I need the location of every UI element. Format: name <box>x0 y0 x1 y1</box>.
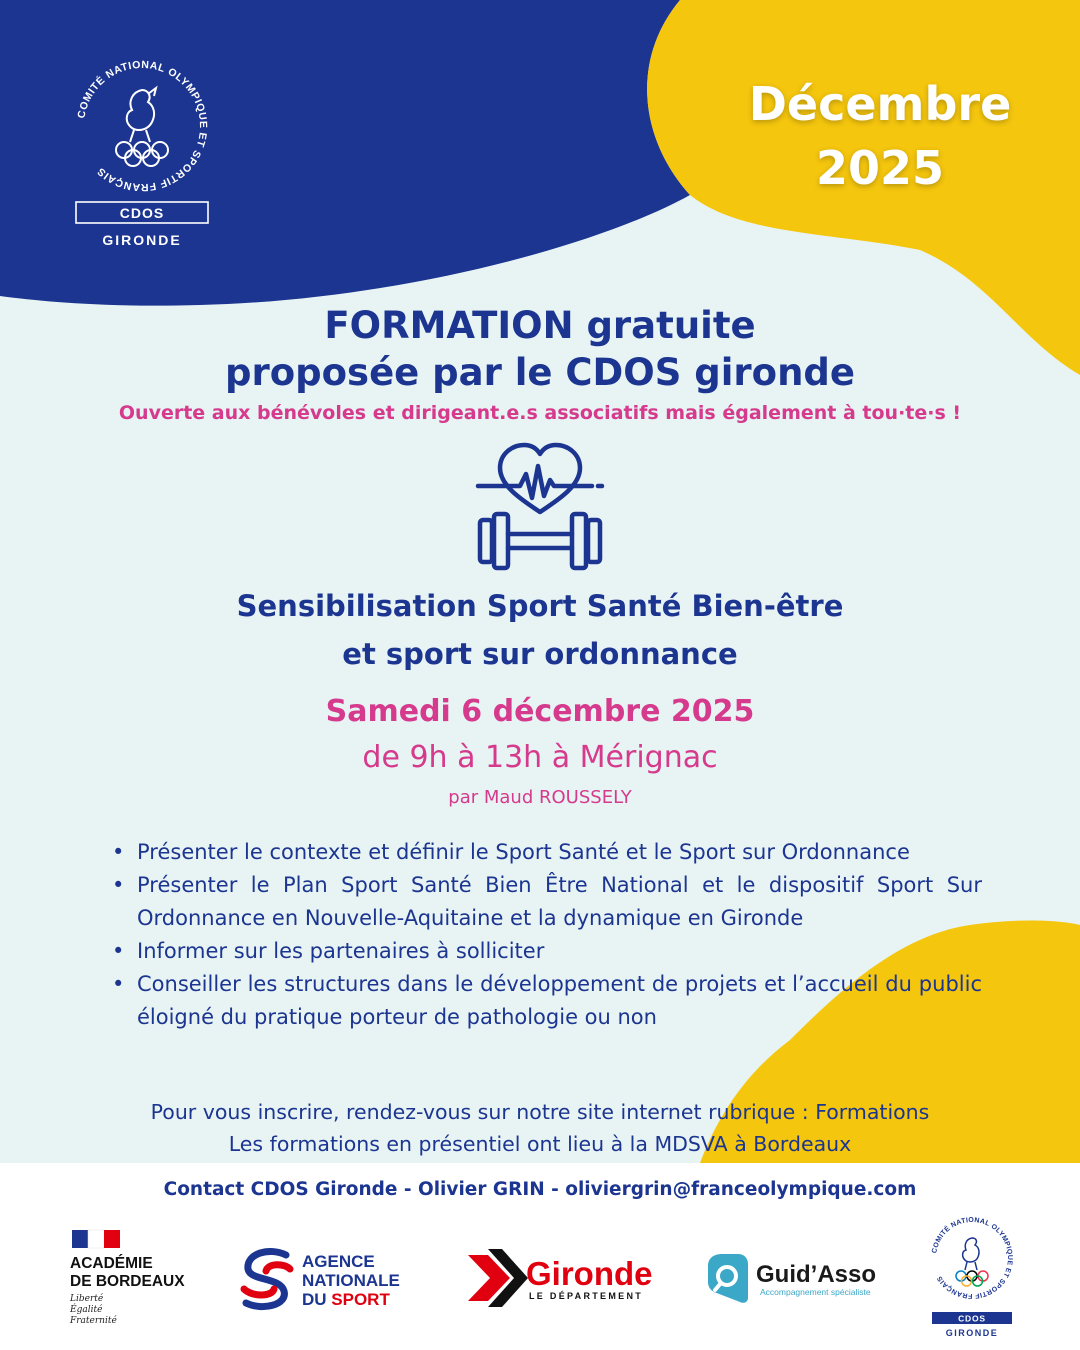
training-topic <box>0 582 1080 678</box>
title-line-1: FORMATION gratuite <box>324 304 756 347</box>
register-line-2: Les formations en présentiel ont lieu à la MDSVA à Bordeaux <box>228 1132 852 1156</box>
footer-logo-region: GIRONDE <box>945 1328 999 1338</box>
list-item: • Présenter le contexte et définir le Sport Santé et le Sport sur Ordonnance <box>108 836 982 869</box>
logo-box-label: CDOS <box>119 205 165 221</box>
gironde-departement-logo <box>466 1245 676 1311</box>
page-title <box>0 302 1080 396</box>
magnifier-icon <box>708 1254 748 1303</box>
guidasso-subtitle: Accompagnement spécialiste <box>760 1287 871 1297</box>
guidasso-name: Guid’Asso <box>756 1261 877 1288</box>
audience-text: Ouverte aux bénévoles et dirigeant.e.s associatifs mais également à tou·te·s ! <box>118 402 962 424</box>
academie-bordeaux-logo <box>60 1222 210 1334</box>
heart-dumbbell-icon <box>470 440 610 572</box>
training-date: Samedi 6 décembre 2025 <box>325 694 755 729</box>
ans-line-2: NATIONALE <box>302 1271 400 1290</box>
gironde-name: Gironde <box>526 1255 653 1292</box>
training-time-place: de 9h à 13h à Mérignac <box>362 740 718 775</box>
rooster-icon <box>127 88 156 142</box>
academie-motto-2: Égalité <box>70 1305 103 1315</box>
contact-line: Contact CDOS Gironde - Olivier GRIN - oliviergrin@franceolympique.com <box>163 1179 917 1200</box>
logo-region: GIRONDE <box>102 232 182 248</box>
list-item: • Informer sur les partenaires à solliciter <box>108 935 982 968</box>
year-label: 2025 <box>815 141 945 195</box>
gironde-arrow-icon <box>468 1249 528 1307</box>
title-line-2: proposée par le CDOS gironde <box>225 351 855 394</box>
logo-ring-text: COMITÉ NATIONAL OLYMPIQUE ET SPORTIF FRANÇAIS <box>75 58 210 194</box>
academie-line-1: ACADÉMIE <box>70 1255 153 1272</box>
training-speaker: par Maud ROUSSELY <box>448 787 632 808</box>
footer-logo-ring-text: COMITÉ NATIONAL OLYMPIQUE ET SPORTIF FRANÇAIS <box>931 1216 1014 1300</box>
month-label: Décembre <box>748 77 1012 131</box>
cdos-gironde-footer-logo <box>926 1212 1018 1340</box>
topic-line-2: et sport sur ordonnance <box>342 637 738 671</box>
olympic-rings-icon <box>956 1271 988 1286</box>
svg-text:COMITÉ NATIONAL OLYMPIQUE ET S <box>75 59 209 193</box>
objectives-list <box>108 836 982 1034</box>
guidasso-logo <box>700 1250 885 1310</box>
agence-nationale-sport-logo <box>240 1245 425 1315</box>
date-badge <box>720 72 1040 200</box>
registration-info <box>0 1096 1080 1160</box>
list-item: • Conseiller les structures dans le développement de projets et l’accueil du public éloigné du pratique porteur de pathologie ou non <box>108 968 982 1034</box>
olympic-rings-icon <box>116 142 168 166</box>
ans-line-3-prefix: DU <box>302 1290 332 1309</box>
cdos-gironde-logo <box>68 50 216 250</box>
ans-line-1: AGENCE <box>302 1252 375 1271</box>
gironde-subtitle: LE DÉPARTEMENT <box>529 1291 644 1301</box>
register-line-1: Pour vous inscrire, rendez-vous sur notre site internet rubrique : Formations <box>150 1100 930 1124</box>
topic-line-1: Sensibilisation Sport Santé Bien-être <box>236 589 844 623</box>
footer-logo-box-label: CDOS <box>958 1313 986 1324</box>
list-item: • Présenter le Plan Sport Santé Bien Être National et le dispositif Sport Sur Ordonnance en Nouvelle-Aquitaine et la dynamique en Gironde <box>108 869 982 935</box>
svg-text:COMITÉ NATIONAL OLYMPIQUE ET S <box>931 1217 1013 1299</box>
ans-s-icon <box>244 1251 290 1306</box>
ans-line-3-suffix: SPORT <box>331 1290 390 1309</box>
rooster-icon <box>963 1238 979 1270</box>
academie-motto-3: Fraternité <box>70 1316 117 1326</box>
academie-motto-1: Liberté <box>70 1294 104 1304</box>
academie-line-2: DE BORDEAUX <box>70 1273 185 1290</box>
svg-text:DU SPORT <box>302 1290 390 1309</box>
